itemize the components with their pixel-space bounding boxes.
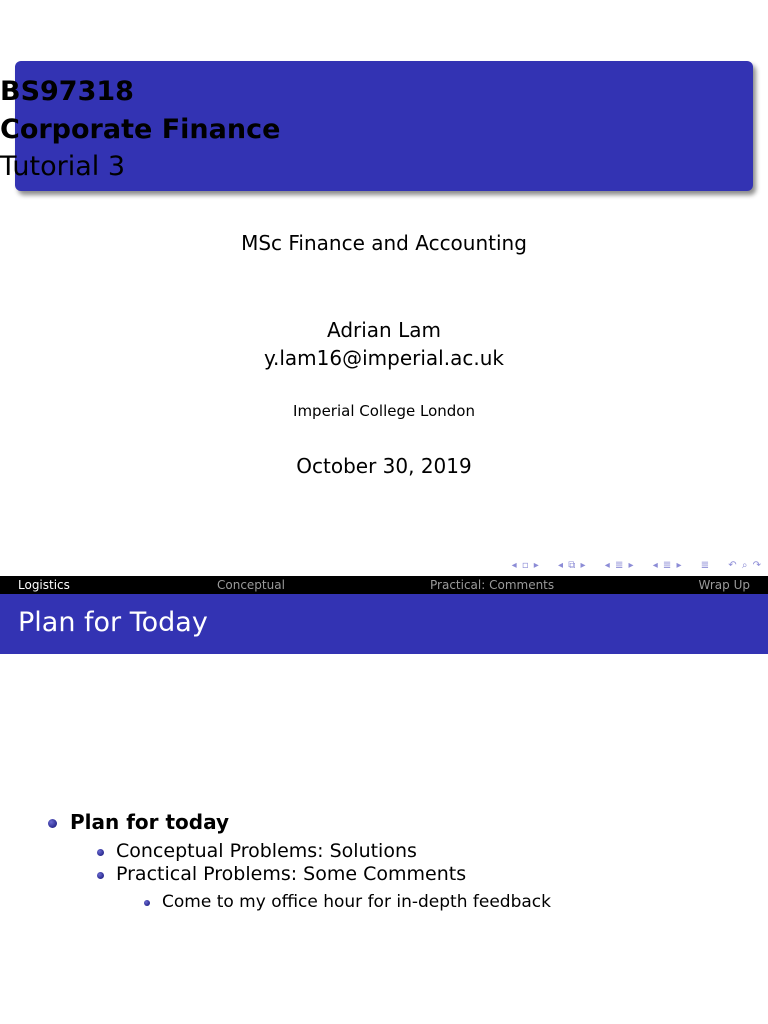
bullet-ball-icon <box>97 872 104 879</box>
bullet-sub-text: Practical Problems: Some Comments <box>116 863 467 885</box>
bullet-ball-icon <box>48 819 57 828</box>
beamer-navigation-symbols[interactable] <box>498 561 762 571</box>
nav-section-icon[interactable]: ◂ ≣ ▸ <box>604 560 635 571</box>
bullet-sub <box>116 865 466 884</box>
author-name: Adrian Lam <box>327 318 441 342</box>
subtitle: MSc Finance and Accounting <box>241 231 527 255</box>
nav-toc-icon[interactable]: ≣ <box>700 560 711 571</box>
section-nav-bar <box>0 576 768 594</box>
bullet-main-text: Plan for today <box>70 810 230 834</box>
nav-doc-icon[interactable]: ◂ ≣ ▸ <box>652 560 683 571</box>
nav-section-practical[interactable]: Practical: Comments <box>430 578 555 592</box>
course-name: Corporate Finance <box>0 114 281 145</box>
course-code: BS97318 <box>0 76 134 107</box>
bullet-main <box>70 812 229 832</box>
bullet-sub-text: Conceptual Problems: Solutions <box>116 840 417 862</box>
bullet-sub <box>116 842 417 861</box>
nav-section-wrap-up[interactable]: Wrap Up <box>698 578 750 592</box>
frame-title: Plan for Today <box>18 607 208 638</box>
bullet-subsub <box>162 894 551 911</box>
bullet-subsub-text: Come to my office hour for in-depth feedback <box>162 892 551 912</box>
institute: Imperial College London <box>293 402 475 420</box>
nav-section-conceptual[interactable]: Conceptual <box>217 578 285 592</box>
presentation-date: October 30, 2019 <box>296 454 472 478</box>
tutorial-number: Tutorial 3 <box>0 151 126 182</box>
nav-subsection-icon[interactable]: ◂ ⧉ ▸ <box>558 560 587 571</box>
frame-title-bar <box>0 594 768 654</box>
bullet-ball-icon <box>144 900 150 906</box>
content-slide <box>0 576 768 1024</box>
bullet-ball-icon <box>97 849 104 856</box>
nav-search-icon[interactable]: ↶ ⌕ ↷ <box>728 560 762 571</box>
author-email: y.lam16@imperial.ac.uk <box>264 346 504 370</box>
nav-section-logistics[interactable]: Logistics <box>18 578 70 592</box>
nav-frame-icon[interactable]: ◂ ▫ ▸ <box>511 560 540 571</box>
